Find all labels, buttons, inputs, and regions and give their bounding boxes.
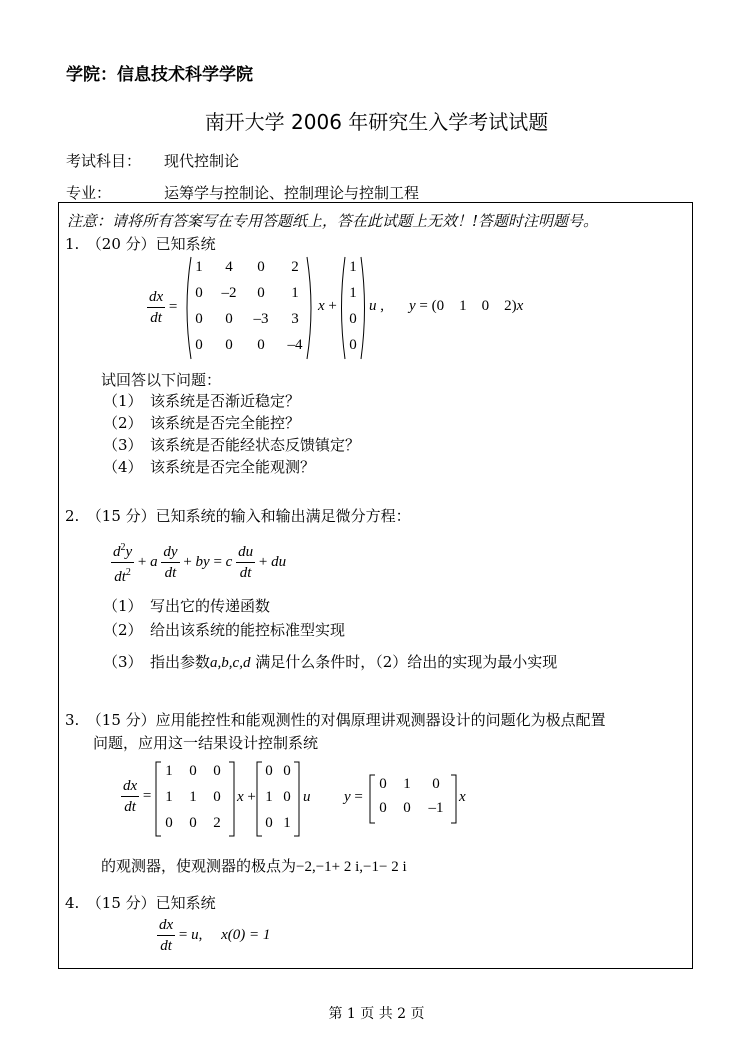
q3-b-32: 1 (283, 815, 291, 831)
q1-a-13: 0 (257, 259, 265, 275)
q1-b-2: 1 (349, 285, 357, 301)
q3-b-12: 0 (283, 763, 291, 779)
q1-a-23: 0 (257, 285, 265, 301)
q3-matrix-b (261, 763, 297, 835)
q3-matrix-c (373, 776, 453, 824)
q1-a-41: 0 (195, 337, 203, 353)
q3-heading-line2: 问题，应用这一结果设计控制系统 (93, 734, 319, 752)
q3-a-31: 0 (165, 815, 173, 831)
q3-a-12: 0 (189, 763, 197, 779)
q1-c-1: 0 (436, 298, 445, 314)
notice: 注意：请将所有答案写在专用答题纸上，答在此试题上无效！!答题时注明题号。 (67, 212, 599, 230)
q1-heading: 1. （20 分）已知系统 (65, 235, 216, 253)
q2-item-3-params: a,b,c,d (210, 655, 251, 671)
q1-a-21: 0 (195, 285, 203, 301)
q4-equation: $\frac{dx}{dt}$ = u, x(0) = 1 (159, 917, 271, 954)
q3-matrix-a (159, 763, 231, 835)
q2-item-3-suffix: 满足什么条件时，（2）给出的实现为最小实现 (255, 653, 558, 671)
q3-u: u (303, 789, 311, 805)
school-name: 学院：信息技术科学学院 (66, 65, 253, 85)
q1-a-14: 2 (291, 259, 299, 275)
q3-heading-line1: 3. （15 分）应用能控性和能观测性的对偶原理讲观测器设计的问题化为极点配置 (65, 711, 606, 729)
q3-b-11: 0 (265, 763, 273, 779)
q3-b-31: 0 (265, 815, 273, 831)
major-value: 运筹学与控制论、控制理论与控制工程 (164, 184, 420, 202)
q3-x-plus: x + (237, 789, 256, 805)
q2-heading: 2. （15 分）已知系统的输入和输出满足微分方程： (65, 507, 411, 525)
q1-c-4: 2 (504, 298, 512, 314)
q1-a-31: 0 (195, 311, 203, 327)
q3-c-11: 0 (379, 776, 387, 792)
q3-lhs: $\frac{dx}{dt}$ = (123, 778, 152, 815)
q3-x: x (459, 789, 466, 805)
q3-c-21: 0 (379, 800, 387, 816)
q3-a-32: 0 (189, 815, 197, 831)
q2-item-3-prefix: （3） 指出参数 (103, 653, 211, 671)
q1-a-34: 3 (291, 311, 299, 327)
q3-a-11: 1 (165, 763, 173, 779)
q3-a-22: 1 (189, 789, 197, 805)
q1-u: u , (369, 298, 384, 314)
q1-a-33: –3 (253, 311, 269, 327)
major-label: 专业： (66, 184, 112, 202)
q1-intro: 试回答以下问题： (101, 371, 222, 389)
q1-item-4: （4） 该系统是否完全能观测？ (103, 458, 316, 476)
q1-b-1: 1 (349, 259, 357, 275)
q4-initial-condition: x(0) = 1 (221, 926, 271, 943)
q3-c-22: 0 (403, 800, 411, 816)
q3-b-21: 1 (265, 789, 273, 805)
q1-b-4: 0 (349, 337, 357, 353)
q3-c-23: –1 (428, 800, 444, 816)
q3-poles: −2,−1+ 2 i,−1− 2 i (296, 859, 407, 875)
q3-a-13: 0 (213, 763, 221, 779)
q2-item-1: （1） 写出它的传递函数 (103, 597, 271, 615)
q1-matrix-b (343, 259, 363, 359)
q1-item-3: （3） 该系统是否能经状态反馈镇定？ (103, 436, 361, 454)
q1-b-3: 0 (349, 311, 357, 327)
q2-item-3 (103, 651, 557, 672)
q1-matrix-a (187, 259, 315, 359)
q3-a-33: 2 (213, 815, 221, 831)
q3-y-eq: y = (344, 789, 363, 805)
q1-c-3: 0 (481, 298, 490, 314)
q1-a-32: 0 (225, 311, 233, 327)
q1-c-2: 1 (459, 298, 467, 314)
q3-c-13: 0 (432, 776, 440, 792)
q3-a-23: 0 (213, 789, 221, 805)
q3-c-12: 1 (403, 776, 411, 792)
q3-tail-prefix: 的观测器，使观测器的极点为 (101, 857, 297, 875)
q1-x-plus: x + (318, 298, 337, 314)
exam-title: 南开大学 2006 年研究生入学考试试题 (204, 110, 549, 134)
q1-a-11: 1 (195, 259, 203, 275)
subject-value: 现代控制论 (164, 152, 240, 170)
q1-a-44: –4 (287, 337, 303, 353)
q1-a-22: –2 (221, 285, 237, 301)
q3-tail (101, 855, 407, 876)
q4-heading: 4. （15 分）已知系统 (65, 894, 216, 912)
q3-a-21: 1 (165, 789, 173, 805)
q1-item-2: （2） 该系统是否完全能控？ (103, 414, 301, 432)
q1-a-43: 0 (257, 337, 265, 353)
exam-box (58, 202, 693, 969)
q2-equation: $\frac{d^2y}{dt^2}$ + a $\frac{dy}{dt}$ + by = c $\frac{du}{dt}$ + du (111, 539, 286, 586)
q1-a-24: 1 (291, 285, 299, 301)
q2-item-2: （2） 给出该系统的能控标准型实现 (103, 621, 346, 639)
q1-a-12: 4 (225, 259, 233, 275)
q3-b-22: 0 (283, 789, 291, 805)
q1-a-42: 0 (225, 337, 233, 353)
q1-lhs: $\frac{dx}{dt}$ = (149, 289, 178, 326)
page-footer: 第 1 页 共 2 页 (328, 1006, 425, 1022)
subject-label: 考试科目： (66, 152, 142, 170)
q1-output-eq: y = (0 1 0 2)x (409, 298, 524, 314)
q1-item-1: （1） 该系统是否渐近稳定？ (103, 392, 301, 410)
